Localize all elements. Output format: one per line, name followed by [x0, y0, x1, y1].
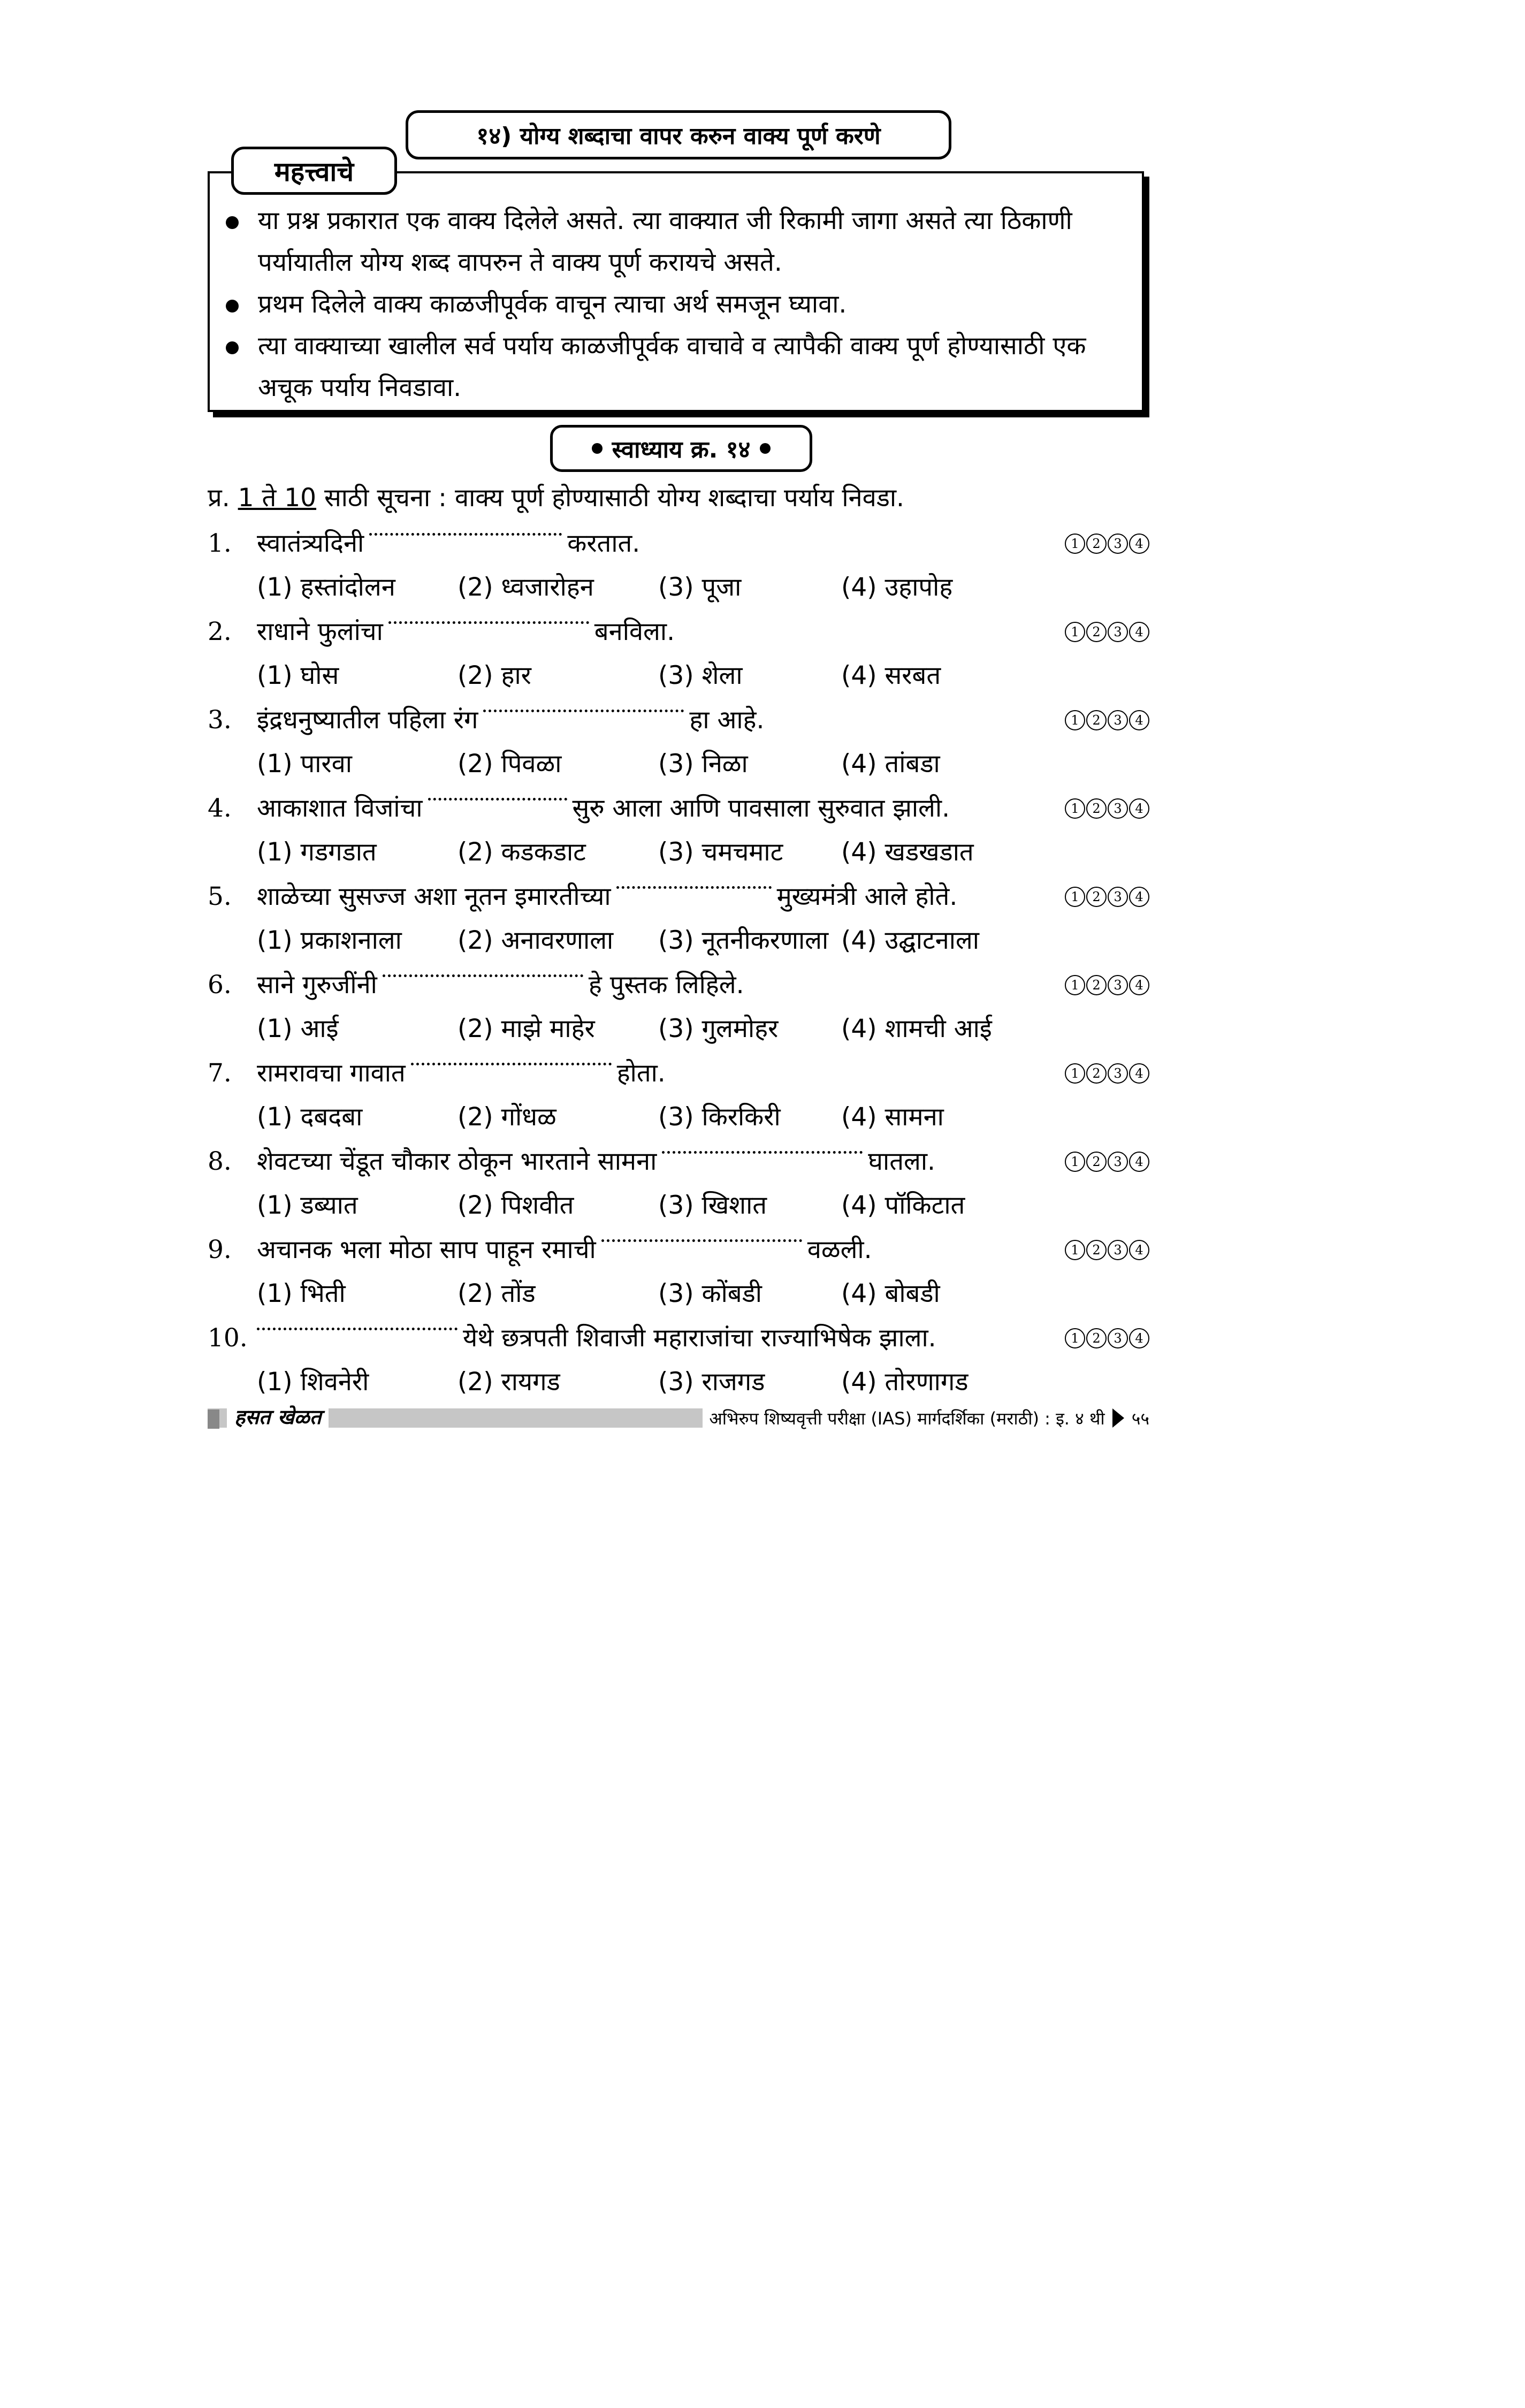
- instruction: प्र. 1 ते 10 साठी सूचना : वाक्य पूर्ण होण्यासाठी योग्य शब्दाचा पर्याय निवडा.: [208, 483, 904, 513]
- option-2[interactable]: (2) हार: [458, 661, 531, 690]
- question-text-before: अचानक भला मोठा साप पाहून रमाची: [257, 1235, 596, 1264]
- answer-bubbles: [1065, 699, 1149, 730]
- option-4[interactable]: (4) तोरणागड: [841, 1367, 969, 1397]
- answer-bubble-2[interactable]: 2: [1086, 975, 1107, 995]
- answer-bubble-4[interactable]: 4: [1129, 1240, 1149, 1260]
- answer-bubble-2[interactable]: 2: [1086, 1152, 1107, 1172]
- important-bullets: [220, 200, 1131, 409]
- options-row: [257, 1096, 1166, 1139]
- answer-bubble-4[interactable]: 4: [1129, 1152, 1149, 1172]
- question-number: 10.: [208, 1323, 248, 1353]
- option-3[interactable]: (3) निळा: [658, 749, 748, 779]
- footer-title: अभिरुप शिष्यवृत्ती परीक्षा (IAS) मार्गदर्शिका (मराठी) : इ. ४ थी: [709, 1408, 1105, 1429]
- question-text-after: होता.: [616, 1058, 666, 1088]
- options-row: [257, 1184, 1166, 1227]
- question-text-before: रामरावचा गावात: [257, 1058, 406, 1088]
- question-number: 3.: [208, 705, 232, 735]
- answer-blank[interactable]: [383, 964, 583, 977]
- answer-bubbles: [1065, 875, 1149, 907]
- option-3[interactable]: (3) खिशात: [658, 1191, 767, 1220]
- answer-bubble-3[interactable]: 3: [1108, 710, 1128, 730]
- option-2[interactable]: (2) अनावरणाला: [458, 926, 614, 955]
- options-row: [257, 743, 1166, 786]
- answer-bubble-4[interactable]: 4: [1129, 534, 1149, 554]
- question-text-before: स्वातंत्र्यदिनी: [257, 529, 364, 558]
- answer-bubble-4[interactable]: 4: [1129, 798, 1149, 819]
- question-text-before: राधाने फुलांचा: [257, 617, 383, 646]
- option-3[interactable]: (3) राजगड: [658, 1367, 765, 1397]
- important-label: महत्त्वाचे: [231, 147, 397, 195]
- answer-bubble-1[interactable]: 1: [1065, 622, 1085, 642]
- answer-bubbles: [1065, 964, 1149, 995]
- question-text-after: वळली.: [807, 1235, 872, 1264]
- option-4[interactable]: (4) तांबडा: [841, 749, 940, 779]
- answer-blank[interactable]: [411, 1052, 612, 1065]
- answer-bubble-1[interactable]: 1: [1065, 1328, 1085, 1348]
- options-row: [257, 919, 1166, 962]
- question-text-after: मुख्यमंत्री आले होते.: [776, 882, 958, 911]
- bullet-icon: [226, 300, 239, 313]
- question-text-before: शेवटच्या चेंडूत चौकार ठोकून भारताने सामना: [257, 1147, 657, 1176]
- answer-bubble-4[interactable]: 4: [1129, 887, 1149, 907]
- answer-blank[interactable]: [428, 787, 567, 801]
- option-3[interactable]: (3) शेला: [658, 661, 743, 690]
- question-item: [208, 522, 1149, 611]
- option-4[interactable]: (4) उहापोह: [841, 573, 953, 602]
- question-number: 7.: [208, 1058, 232, 1088]
- question-text-before: साने गुरुजींनी: [257, 970, 377, 1000]
- answer-blank[interactable]: [257, 1317, 458, 1330]
- answer-bubble-4[interactable]: 4: [1129, 622, 1149, 642]
- option-2[interactable]: (2) कडकडाट: [458, 837, 586, 867]
- bullet-icon: [226, 216, 239, 229]
- option-4[interactable]: (4) पॉकिटात: [841, 1191, 965, 1220]
- option-1[interactable]: (1) आई: [257, 1014, 339, 1043]
- answer-blank[interactable]: [388, 611, 589, 624]
- answer-bubble-3[interactable]: 3: [1108, 975, 1128, 995]
- question-number: 4.: [208, 794, 232, 823]
- question-text-after: बनविला.: [594, 617, 675, 646]
- answer-bubble-3[interactable]: 3: [1108, 1328, 1128, 1348]
- question-text-after: हा आहे.: [689, 705, 765, 735]
- question-item: [208, 699, 1149, 787]
- answer-bubble-4[interactable]: 4: [1129, 975, 1149, 995]
- question-text-before: शाळेच्या सुसज्ज अशा नूतन इमारतीच्या: [257, 882, 611, 911]
- section-heading: १४) योग्य शब्दाचा वापर करुन वाक्य पूर्ण करणे: [406, 110, 951, 159]
- important-box: [208, 156, 1144, 412]
- answer-blank[interactable]: [616, 875, 772, 889]
- question-text-after: येथे छत्रपती शिवाजी महाराजांचा राज्याभिषेक झाला.: [463, 1323, 936, 1353]
- answer-bubble-1[interactable]: 1: [1065, 975, 1085, 995]
- page-number: ५५: [1131, 1408, 1149, 1429]
- answer-bubble-1[interactable]: 1: [1065, 1240, 1085, 1260]
- options-row: [257, 1008, 1166, 1050]
- option-1[interactable]: (1) गडगडात: [257, 837, 377, 867]
- option-1[interactable]: (1) भिती: [257, 1279, 346, 1308]
- option-1[interactable]: (1) पारवा: [257, 749, 352, 779]
- answer-bubbles: [1065, 522, 1149, 554]
- answer-blank[interactable]: [601, 1229, 802, 1242]
- answer-bubble-2[interactable]: 2: [1086, 798, 1107, 819]
- answer-bubble-3[interactable]: 3: [1108, 1152, 1128, 1172]
- question-number: 9.: [208, 1235, 232, 1264]
- answer-bubble-4[interactable]: 4: [1129, 1063, 1149, 1084]
- option-3[interactable]: (3) नूतनीकरणाला: [658, 926, 829, 955]
- option-2[interactable]: (2) ध्वजारोहन: [458, 573, 594, 602]
- option-1[interactable]: (1) दबदबा: [257, 1102, 363, 1132]
- option-4[interactable]: (4) सरबत: [841, 661, 941, 690]
- answer-bubble-3[interactable]: 3: [1108, 1063, 1128, 1084]
- option-4[interactable]: (4) उद्घाटनाला: [841, 926, 979, 955]
- answer-bubble-2[interactable]: 2: [1086, 1328, 1107, 1348]
- answer-bubble-1[interactable]: 1: [1065, 710, 1085, 730]
- question-item: [208, 611, 1149, 699]
- option-3[interactable]: (3) किरकिरी: [658, 1102, 781, 1132]
- option-1[interactable]: (1) घोस: [257, 661, 339, 690]
- bullet-icon: [226, 341, 239, 354]
- question-item: [208, 1317, 1149, 1405]
- answer-bubble-1[interactable]: 1: [1065, 887, 1085, 907]
- options-row: [257, 831, 1166, 874]
- bullet-icon: [760, 443, 771, 454]
- answer-bubble-1[interactable]: 1: [1065, 534, 1085, 554]
- question-text-before: आकाशात विजांचा: [257, 794, 423, 823]
- question-item: [208, 1229, 1149, 1317]
- answer-bubble-2[interactable]: 2: [1086, 1240, 1107, 1260]
- options-row: [257, 1361, 1166, 1404]
- answer-bubble-3[interactable]: 3: [1108, 887, 1128, 907]
- option-3[interactable]: (3) कोंबडी: [658, 1279, 762, 1308]
- bullet-item: प्रथम दिलेले वाक्य काळजीपूर्वक वाचून त्याचा अर्थ समजून घ्यावा.: [220, 284, 1131, 325]
- question-number: 8.: [208, 1147, 232, 1176]
- option-1[interactable]: (1) हस्तांदोलन: [257, 573, 395, 602]
- footer-brand: हसत खेळत: [227, 1403, 329, 1430]
- question-number: 6.: [208, 970, 232, 1000]
- options-row: [257, 654, 1166, 697]
- answer-bubble-1[interactable]: 1: [1065, 798, 1085, 819]
- option-4[interactable]: (4) शामची आई: [841, 1014, 992, 1043]
- answer-bubble-2[interactable]: 2: [1086, 622, 1107, 642]
- option-4[interactable]: (4) खडखडात: [841, 837, 974, 867]
- answer-blank[interactable]: [662, 1140, 863, 1154]
- option-2[interactable]: (2) पिशवीत: [458, 1191, 574, 1220]
- option-3[interactable]: (3) पूजा: [658, 573, 742, 602]
- answer-bubbles: [1065, 1229, 1149, 1260]
- answer-bubbles: [1065, 1140, 1149, 1172]
- answer-bubble-3[interactable]: 3: [1108, 1240, 1128, 1260]
- question-text-before: इंद्रधनुष्यातील पहिला रंग: [257, 705, 478, 735]
- bullet-icon: [592, 443, 603, 454]
- question-item: [208, 875, 1149, 964]
- options-row: [257, 566, 1166, 609]
- answer-bubble-2[interactable]: 2: [1086, 887, 1107, 907]
- answer-bubble-2[interactable]: 2: [1086, 710, 1107, 730]
- question-text-after: हे पुस्तक लिहिले.: [588, 970, 744, 1000]
- answer-bubble-1[interactable]: 1: [1065, 1152, 1085, 1172]
- question-item: [208, 964, 1149, 1052]
- answer-blank[interactable]: [483, 699, 684, 712]
- option-4[interactable]: (4) सामना: [841, 1102, 944, 1132]
- answer-bubbles: [1065, 1317, 1149, 1348]
- option-1[interactable]: (1) डब्यात: [257, 1191, 358, 1220]
- answer-bubbles: [1065, 611, 1149, 642]
- bullet-item: त्या वाक्याच्या खालील सर्व पर्याय काळजीपूर्वक वाचावे व त्यापैकी वाक्य पूर्ण होण्यासाठी एक अचूक पर्याय निवडावा.: [220, 325, 1131, 409]
- question-text-after: घातला.: [868, 1147, 936, 1176]
- question-list: [208, 522, 1149, 1405]
- answer-bubble-2[interactable]: 2: [1086, 1063, 1107, 1084]
- option-1[interactable]: (1) शिवनेरी: [257, 1367, 369, 1397]
- footer: [208, 1403, 1149, 1430]
- question-text-after: सुरु आला आणि पावसाला सुरुवात झाली.: [572, 794, 950, 823]
- question-number: 1.: [208, 529, 232, 558]
- question-item: [208, 787, 1149, 875]
- answer-bubble-2[interactable]: 2: [1086, 534, 1107, 554]
- answer-bubble-3[interactable]: 3: [1108, 622, 1128, 642]
- answer-bubbles: [1065, 787, 1149, 819]
- footer-square-icon: [208, 1409, 219, 1429]
- question-number: 5.: [208, 882, 232, 911]
- arrow-right-icon: [1112, 1408, 1124, 1428]
- options-row: [257, 1272, 1166, 1315]
- answer-bubble-3[interactable]: 3: [1108, 798, 1128, 819]
- question-item: [208, 1140, 1149, 1229]
- option-3[interactable]: (3) गुलमोहर: [658, 1014, 779, 1043]
- answer-bubble-3[interactable]: 3: [1108, 534, 1128, 554]
- exercise-label: स्वाध्याय क्र. १४: [550, 425, 812, 472]
- option-1[interactable]: (1) प्रकाशनाला: [257, 926, 402, 955]
- answer-bubbles: [1065, 1052, 1149, 1084]
- question-text-after: करतात.: [567, 529, 640, 558]
- option-3[interactable]: (3) चमचमाट: [658, 837, 783, 867]
- option-2[interactable]: (2) पिवळा: [458, 749, 562, 779]
- option-2[interactable]: (2) गोंधळ: [458, 1102, 556, 1132]
- answer-blank[interactable]: [369, 522, 562, 536]
- option-2[interactable]: (2) तोंड: [458, 1279, 536, 1308]
- option-2[interactable]: (2) माझे माहेर: [458, 1014, 595, 1043]
- question-item: [208, 1052, 1149, 1140]
- bullet-item: या प्रश्न प्रकारात एक वाक्य दिलेले असते. त्या वाक्यात जी रिकामी जागा असते त्या ठिकाणी पर्यायातील योग्य शब्द वापरुन ते वाक्य पूर्ण करायचे असते.: [220, 200, 1131, 284]
- question-number: 2.: [208, 617, 232, 646]
- answer-bubble-4[interactable]: 4: [1129, 710, 1149, 730]
- option-4[interactable]: (4) बोबडी: [841, 1279, 940, 1308]
- answer-bubble-4[interactable]: 4: [1129, 1328, 1149, 1348]
- answer-bubble-1[interactable]: 1: [1065, 1063, 1085, 1084]
- option-2[interactable]: (2) रायगड: [458, 1367, 560, 1397]
